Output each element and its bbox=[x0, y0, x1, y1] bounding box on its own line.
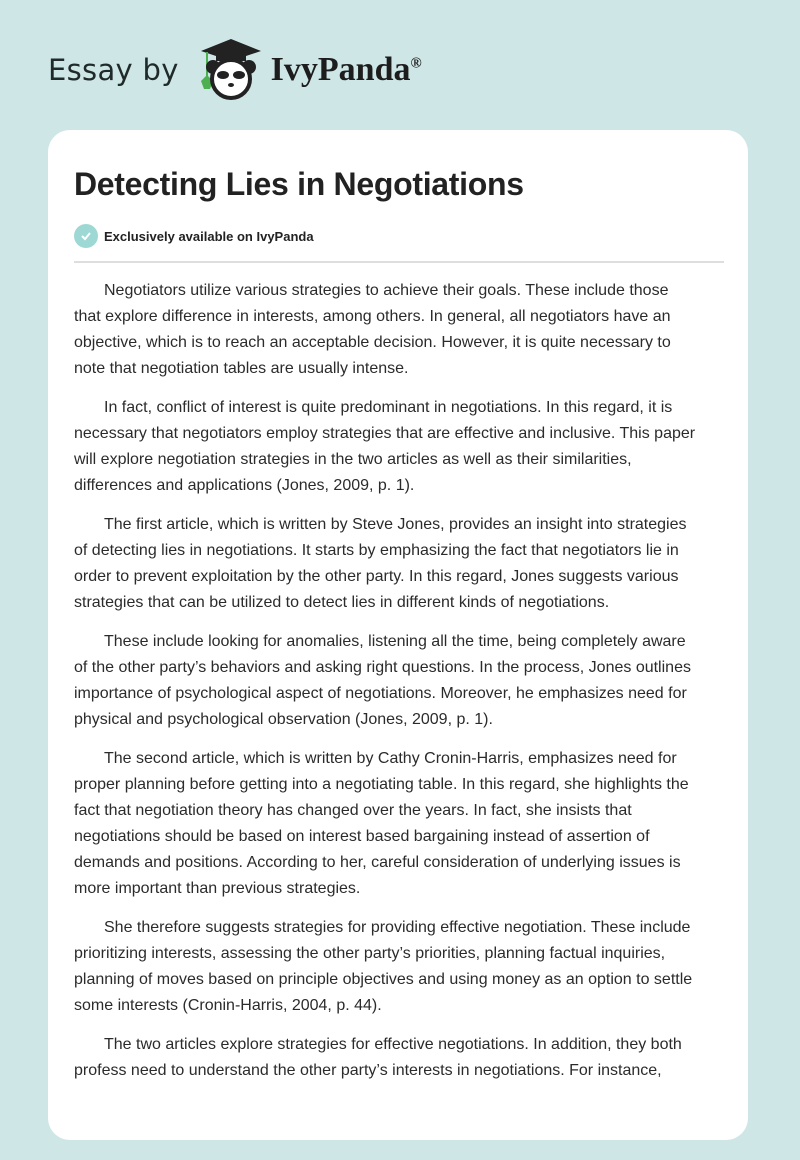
paragraph bbox=[74, 1032, 734, 1084]
paragraph-line: importance of psychological aspect of negotiations. Moreover, he emphasizes need for bbox=[74, 685, 687, 702]
paragraph-line: of detecting lies in negotiations. It starts by emphasizing the fact that negotiators lie in bbox=[74, 542, 679, 559]
paragraph-line: that explore difference in interests, among others. In general, all negotiators have an bbox=[74, 308, 671, 325]
paragraph bbox=[74, 278, 734, 382]
essay-card bbox=[48, 130, 748, 1140]
paragraph-line: fact that negotiation theory has changed over the years. In fact, she insists that bbox=[74, 802, 632, 819]
paragraph-line: In fact, conflict of interest is quite predominant in negotiations. In this regard, it is bbox=[104, 399, 673, 416]
paragraph bbox=[74, 629, 734, 733]
brand-name[interactable] bbox=[271, 51, 422, 89]
paragraph-line: The second article, which is written by Cathy Cronin-Harris, emphasizes need for bbox=[104, 750, 677, 767]
paragraph-line: more important than previous strategies. bbox=[74, 880, 361, 897]
paragraph bbox=[74, 746, 734, 902]
essay-body bbox=[74, 278, 734, 1097]
paragraph bbox=[74, 512, 734, 616]
divider bbox=[74, 261, 724, 263]
registered-mark: ® bbox=[410, 55, 422, 72]
badge-text: Exclusively available on IvyPanda bbox=[104, 228, 314, 244]
exclusive-badge bbox=[74, 224, 314, 248]
site-header bbox=[48, 30, 422, 110]
checkmark-icon bbox=[74, 224, 98, 248]
paragraph-line: The two articles explore strategies for effective negotiations. In addition, they both bbox=[104, 1036, 682, 1053]
paragraph-line: differences and applications (Jones, 2009, p. 1). bbox=[74, 477, 415, 494]
paragraph-line: note that negotiation tables are usually intense. bbox=[74, 360, 409, 377]
paragraph-line: demands and positions. According to her, careful consideration of underlying issues is bbox=[74, 854, 681, 871]
paragraph-line: of the other party’s behaviors and asking right questions. In the process, Jones outlines bbox=[74, 659, 691, 676]
paragraph-line: physical and psychological observation (Jones, 2009, p. 1). bbox=[74, 711, 493, 728]
paragraph-line: These include looking for anomalies, listening all the time, being completely aware bbox=[104, 633, 686, 650]
paragraph-line: strategies that can be utilized to detect lies in different kinds of negotiations. bbox=[74, 594, 610, 611]
paragraph-line: order to prevent exploitation by the other party. In this regard, Jones suggests various bbox=[74, 568, 679, 585]
brand-text: IvyPanda bbox=[270, 51, 411, 88]
paragraph-line: The first article, which is written by Steve Jones, provides an insight into strategies bbox=[104, 516, 687, 533]
essay-by-label: Essay by bbox=[48, 53, 179, 87]
paragraph-line: planning of moves based on principle objectives and using money as an option to settle bbox=[74, 971, 693, 988]
paragraph bbox=[74, 395, 734, 499]
paragraph-line: prioritizing interests, assessing the other party’s priorities, planning factual inquiries, bbox=[74, 945, 666, 962]
page-title: Detecting Lies in Negotiations bbox=[74, 166, 524, 202]
paragraph-line: negotiations should be based on interest based bargaining instead of assertion of bbox=[74, 828, 650, 845]
panda-logo-icon[interactable] bbox=[199, 37, 263, 103]
paragraph-line: will explore negotiation strategies in the two articles as well as their similarities, bbox=[74, 451, 632, 468]
paragraph bbox=[74, 915, 734, 1019]
paragraph-line: some interests (Cronin-Harris, 2004, p. 44). bbox=[74, 997, 382, 1014]
paragraph-line: objective, which is to reach an acceptable decision. However, it is quite necessary to bbox=[74, 334, 671, 351]
paragraph-line: She therefore suggests strategies for providing effective negotiation. These include bbox=[104, 919, 691, 936]
paragraph-line: profess need to understand the other party’s interests in negotiations. For instance, bbox=[74, 1062, 662, 1079]
paragraph-line: Negotiators utilize various strategies to achieve their goals. These include those bbox=[104, 282, 669, 299]
paragraph-line: necessary that negotiators employ strategies that are effective and inclusive. This paper bbox=[74, 425, 696, 442]
paragraph-line: proper planning before getting into a negotiating table. In this regard, she highlights the bbox=[74, 776, 689, 793]
